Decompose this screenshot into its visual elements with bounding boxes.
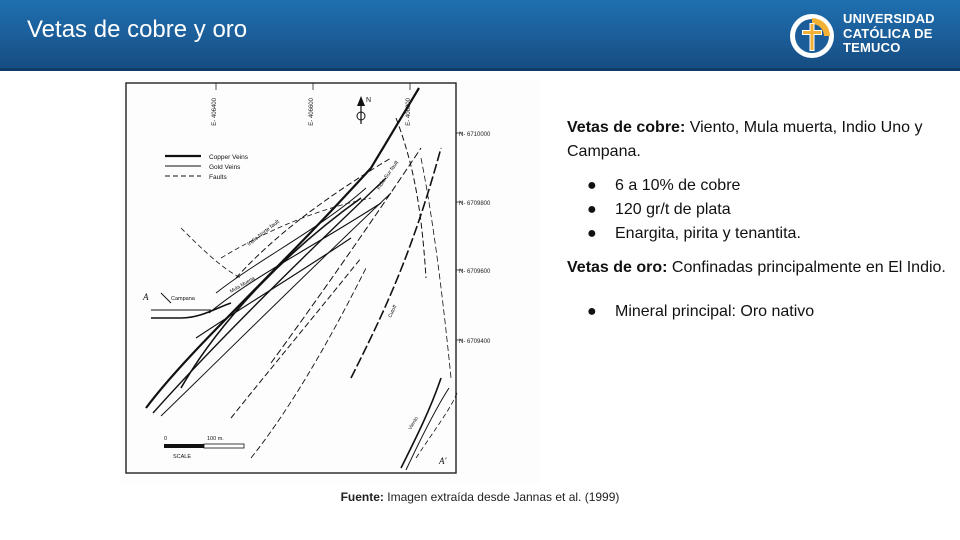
figure-caption bbox=[0, 490, 960, 504]
coord-right-4: N- 6709400 bbox=[459, 339, 491, 345]
copper-bullet-list bbox=[567, 174, 947, 246]
coord-top-3: E- 406800 bbox=[406, 98, 412, 126]
list-item: ● 6 a 10% de cobre bbox=[567, 174, 947, 198]
geological-vein-map bbox=[121, 78, 541, 484]
bullet-icon: ● bbox=[587, 225, 597, 242]
bullet-icon: ● bbox=[587, 177, 597, 194]
gold-bullet-list bbox=[567, 300, 947, 324]
scale-value: 100 m. bbox=[207, 436, 224, 442]
label-cutoff: Cutoff bbox=[387, 304, 399, 319]
bullet-icon: ● bbox=[587, 201, 597, 218]
label-mula-muerta: Mula Muerta bbox=[229, 275, 257, 295]
gold-text: Confinadas principalmente en El Indio. bbox=[667, 259, 946, 276]
list-item: ● Mineral principal: Oro nativo bbox=[567, 300, 947, 324]
caption-label: Fuente: bbox=[340, 490, 384, 504]
logo-line-1: UNIVERSIDAD bbox=[843, 11, 935, 26]
university-logo bbox=[788, 10, 948, 62]
coord-top-2: E- 406600 bbox=[309, 98, 315, 126]
gold-paragraph bbox=[567, 256, 947, 280]
list-item: ● 120 gr/t de plata bbox=[567, 198, 947, 222]
gold-heading: Vetas de oro: bbox=[567, 259, 668, 276]
bullet-icon: ● bbox=[587, 303, 597, 320]
label-campana: Campana bbox=[171, 296, 195, 302]
section-a-prime-label: A' bbox=[439, 456, 447, 466]
coord-right-2: N- 6709800 bbox=[459, 201, 491, 207]
label-indio-sur-fault: Indio Sur fault bbox=[375, 159, 401, 192]
list-item: ● Enargita, pirita y tenantita. bbox=[567, 222, 947, 246]
label-viento: Viento bbox=[407, 415, 420, 431]
copper-paragraph bbox=[567, 116, 947, 164]
legend-gold-veins: Gold Veins bbox=[209, 164, 241, 171]
svg-text:0: 0 bbox=[164, 436, 168, 442]
copper-heading: Vetas de cobre: bbox=[567, 119, 686, 136]
slide-title: Vetas de cobre y oro bbox=[27, 16, 248, 43]
scale-label: SCALE bbox=[173, 454, 192, 460]
north-label: N bbox=[366, 97, 372, 104]
caption-text: Imagen extraída desde Jannas et al. (1999) bbox=[383, 490, 620, 504]
header-divider bbox=[0, 68, 960, 71]
coord-top-1: E- 406400 bbox=[212, 98, 218, 126]
legend-faults: Faults bbox=[209, 174, 227, 181]
logo-wordmark bbox=[843, 12, 935, 56]
section-a-label: A bbox=[143, 292, 149, 302]
coord-right-3: N- 6709600 bbox=[459, 269, 491, 275]
legend-copper-veins: Copper Veins bbox=[209, 154, 249, 161]
logo-line-2: CATÓLICA DE bbox=[843, 25, 933, 41]
logo-line-3: TEMUCO bbox=[843, 40, 901, 55]
copper-text: Viento, Mula muerta, Indio Uno y Campana. bbox=[567, 119, 923, 160]
university-seal-icon bbox=[788, 12, 836, 60]
coord-right-1: N- 6710000 bbox=[459, 132, 491, 138]
label-indio-norte-fault: Indio Norte fault bbox=[246, 218, 281, 248]
content-text bbox=[567, 116, 947, 334]
